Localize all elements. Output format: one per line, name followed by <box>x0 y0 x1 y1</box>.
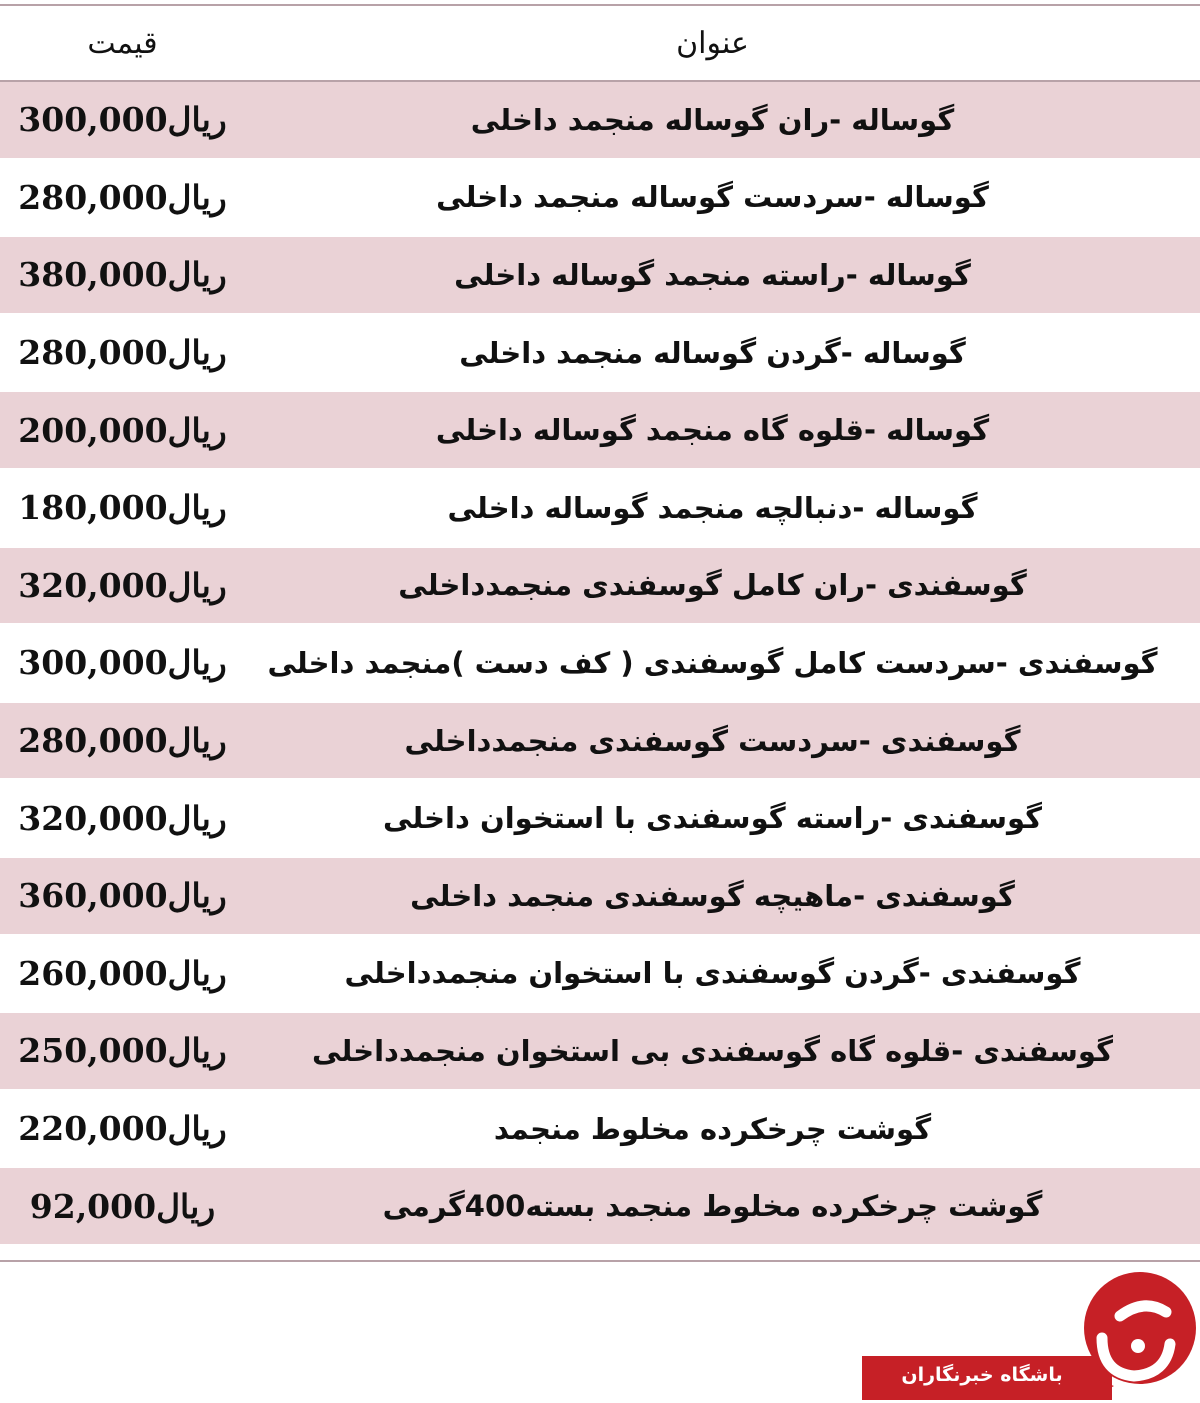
table-row <box>0 548 1200 626</box>
row-price: 220,000ریال <box>18 1109 227 1149</box>
table-row <box>0 237 1200 315</box>
row-title: گوساله -سردست گوساله منجمد داخلی <box>436 180 989 215</box>
table-row <box>0 470 1200 548</box>
table-row <box>0 315 1200 393</box>
row-title: گوشت چرخکرده مخلوط منجمد <box>493 1111 932 1146</box>
table-row <box>0 703 1200 781</box>
logo-text: باشگاه خبرنگاران <box>901 1364 1063 1386</box>
table-row <box>0 858 1200 936</box>
row-title: گوسفندی -قلوه گاه گوسفندی بی استخوان منجمدداخلی <box>312 1033 1113 1068</box>
table-row <box>0 1168 1200 1246</box>
bottom-rule <box>0 1260 1200 1262</box>
header-title: عنوان <box>676 25 749 61</box>
table-row <box>0 1091 1200 1169</box>
table-row <box>0 392 1200 470</box>
row-title: گوشت چرخکرده مخلوط منجمد بسته400گرمی <box>382 1189 1043 1224</box>
table-row <box>0 625 1200 703</box>
row-price: 280,000ریال <box>18 177 227 217</box>
jim-logo-icon <box>1062 1268 1200 1403</box>
table-header <box>0 6 1200 82</box>
row-price: 92,000ریال <box>29 1186 216 1226</box>
row-price: 300,000ریال <box>18 100 227 140</box>
row-title: گوساله -قلوه گاه منجمد گوساله داخلی <box>435 413 990 448</box>
row-title: گوسفندی -سردست کامل گوسفندی ( کف دست )منجمد داخلی <box>267 645 1158 680</box>
row-price: 280,000ریال <box>18 721 227 761</box>
row-title: گوساله -راسته منجمد گوساله داخلی <box>454 257 971 292</box>
row-title: گوساله -گردن گوساله منجمد داخلی <box>459 335 966 370</box>
row-price: 320,000ریال <box>18 798 227 838</box>
row-title: گوساله -ران گوساله منجمد داخلی <box>470 102 955 137</box>
table-row <box>0 780 1200 858</box>
row-price: 360,000ریال <box>18 876 227 916</box>
row-price: 200,000ریال <box>18 410 227 450</box>
price-table <box>0 6 1200 1246</box>
row-title: گوساله -دنبالچه منجمد گوساله داخلی <box>447 490 978 525</box>
table-row <box>0 1013 1200 1091</box>
table-body <box>0 82 1200 1246</box>
row-price: 180,000ریال <box>18 488 227 528</box>
table-row <box>0 160 1200 238</box>
row-title: گوسفندی -سردست گوسفندی منجمدداخلی <box>404 723 1021 758</box>
row-price: 320,000ریال <box>18 565 227 605</box>
row-title: گوسفندی -راسته گوسفندی با استخوان داخلی <box>382 801 1043 836</box>
header-price: قیمت <box>87 25 158 61</box>
row-price: 260,000ریال <box>18 953 227 993</box>
row-price: 380,000ریال <box>18 255 227 295</box>
row-price: 300,000ریال <box>18 643 227 683</box>
row-title: گوسفندی -ماهیچه گوسفندی منجمد داخلی <box>410 878 1015 913</box>
brand-logo <box>862 1268 1200 1403</box>
table-row <box>0 82 1200 160</box>
row-price: 280,000ریال <box>18 333 227 373</box>
row-title: گوسفندی -گردن گوسفندی با استخوان منجمدداخلی <box>344 956 1081 991</box>
row-title: گوسفندی -ران کامل گوسفندی منجمدداخلی <box>398 568 1027 603</box>
table-row <box>0 936 1200 1014</box>
row-price: 250,000ریال <box>18 1031 227 1071</box>
